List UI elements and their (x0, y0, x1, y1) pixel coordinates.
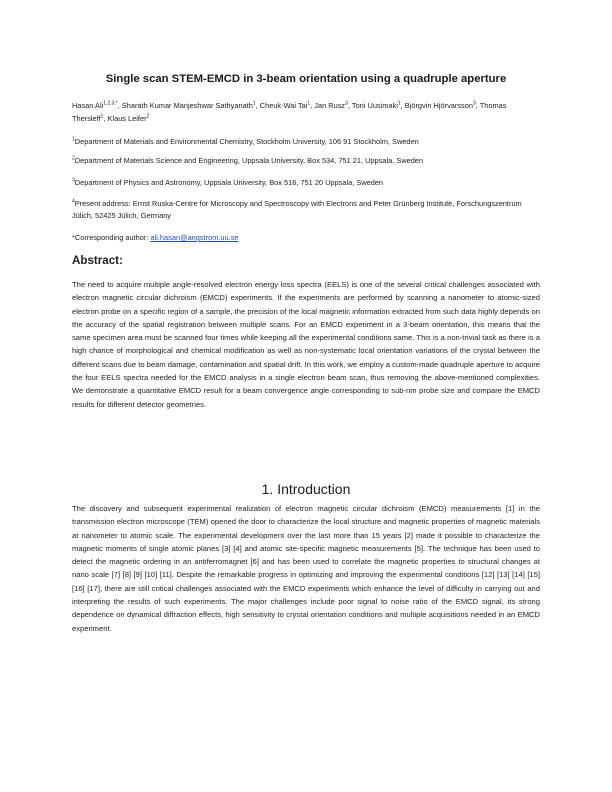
corresponding-author (72, 232, 540, 244)
corresponding-label: *Corresponding author: (72, 233, 151, 242)
author-list: Hasan Ali$^{1,2,3,*}$, Sharath Kumar Manjeshwar Sathyanath$^1$, Cheuk-Wai Tai$^1$, Jan Rusz$^3$, Toni Uusimaki$^1$, Björgvin Hjörvarsson$^3$, Thomas Thersleff$^1$, Klaus Leifer$^2$ (72, 100, 507, 123)
paper-title: Single scan STEM-EMCD in 3-beam orientation using a quadruple aperture (105, 73, 507, 85)
abstract-text: The need to acquire multiple angle-resolved electron energy loss spectra (EELS) is one of the several critical challenges associated with electron magnetic circular dichroism (EMCD) experiments. If the experiments are performed by scanning a nanometer to atomic-sized electron probe on a specific region of a sample, the precision of the local magnetic information extracted from such data highly depends on the accuracy of the spatial registration between multiple scans. For an EMCD experiment in a 3-beam orientation, this means that the same specimen area must be scanned four times while keeping all the experimental conditions same. This is a non-trivial task as there is a high chance of morphological and chemical modification as well as non-systematic local orientation variations of the crystal between the different scans due to beam damage, contamination and spatial drift. In this work, we employ a custom-made quadruple aperture to acquire the four EELS spectra needed for the EMCD analysis in a single electron beam scan, thus removing the above-mentioned complexities. We demonstrate a quantitative EMCD result for a beam convergence angle corresponding to sub-nm probe size and compare the EMCD results for different detector geometries. (72, 280, 540, 409)
affiliation-4: $^4$Present address: Ernst Ruska-Centre for Microscopy and Spectroscopy with Electrons and Peter Grünberg Institute, Forschungszentrum Jülich, 52425 Jülich, Germany (72, 198, 522, 220)
affiliation-2: $^2$Department of Materials Science and Engineering, Uppsala University, Box 534, 751 21, Uppsala, Sweden (72, 155, 424, 165)
affiliation-3: $^3$Department of Physics and Astronomy, Uppsala University, Box 516, 751 20 Uppsala, Sweden (72, 177, 384, 187)
corresponding-email-link[interactable]: ali.hasan@angstrom.uu.se (150, 233, 239, 242)
abstract-heading: Abstract: (72, 254, 123, 267)
introduction-text: The discovery and subsequent experimental realization of electron magnetic circular dichroism (EMCD) measurements [1] in the transmission electron microscope (TEM) opened the door to characterize the local structure and magnetic properties of magnetic materials at nanometer to atomic scale. The experimental development over the last more than 15 years [2] made it possible to characterize the magnetic moments of single atomic planes [3] [4] and atomic site-specific magnetic measurements [5]. The technique has been used to detect the magnetic ordering in an antiferromagnet [6] and has been used to correlate the magnetic properties to structural changes at nano scale [7] [8] [9] [10] [11]. Despite the remarkable progress in optimizing and improving the experimental conditions [12] [13] [14] [15] [16] [17], there are still critical challenges associated with the EMCD experiments which enhance the level of difficulty in carrying out and interpreting the results of such experiments. The major challenges include poor signal to noise ratio of the EMCD signal, its strong dependence on dynamical diffraction effects, high sensitivity to crystal orientation conditions and multiple acquisitions needed in an EMCD experiment. (72, 504, 540, 633)
section-heading-introduction: 1. Introduction (261, 481, 351, 497)
affiliation-1: $^1$Department of Materials and Environmental Chemistry, Stockholm University, 106 91 Stockholm, Sweden (72, 136, 419, 146)
